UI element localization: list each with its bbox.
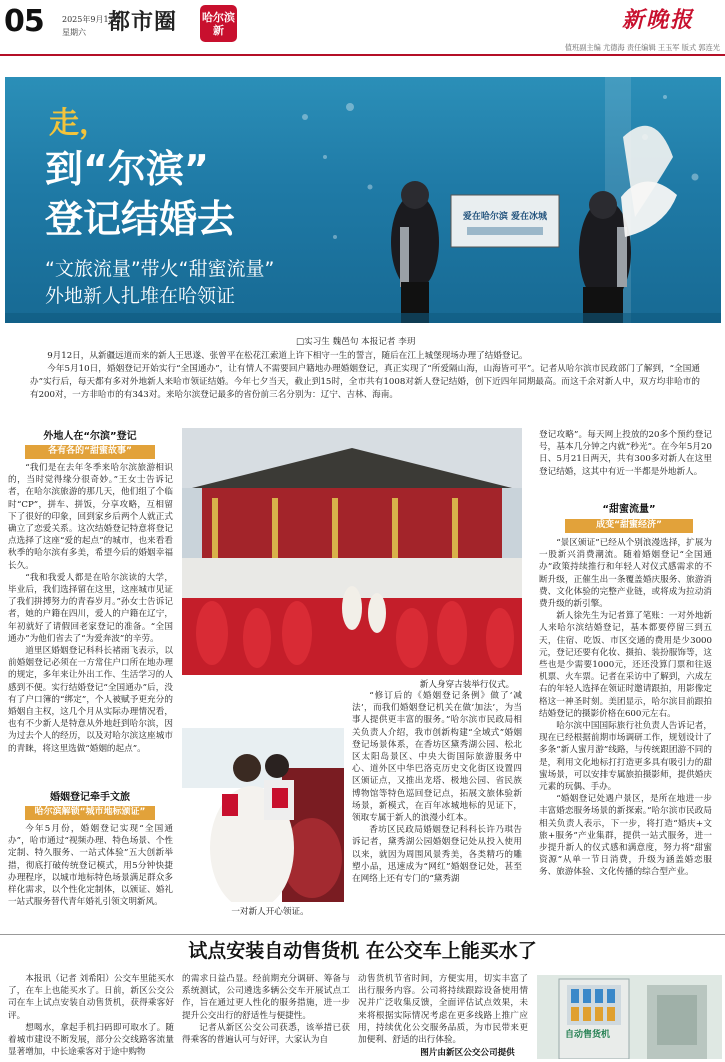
ceremony-photo: [182, 428, 522, 675]
hero-banner: [5, 77, 721, 323]
couple-caption: 一对新人开心领证。: [231, 907, 309, 917]
issue-weekday: 星期六: [62, 28, 86, 37]
subhead-line1: “甜蜜流量”: [602, 504, 656, 515]
left-column-text-1: [8, 462, 173, 755]
hero-kicker: 走，: [49, 106, 109, 141]
lead-paragraph: 9月12日，从新疆远道而来的新人王思遂、张曾平在松花江索道上许下相守一生的誓言，随后在江上城堡现场办理了结婚登记。: [47, 351, 528, 361]
article-paragraph: 记者从新区公交公司获悉，该举措已获得乘客的普遍认可与好评，大家认为自: [182, 1022, 350, 1046]
machine-label: 自动售货机: [565, 1030, 611, 1040]
page-number: 05: [4, 4, 44, 39]
hero-title-line1: 到“尔滨”: [45, 147, 209, 191]
vending-machine-photo: [537, 975, 722, 1059]
ceremony-caption: 新人身穿古装举行仪式。: [419, 680, 515, 690]
section-seal: 哈尔滨新: [200, 5, 237, 42]
article-paragraph: “我们是在去年冬季来哈尔滨旅游相识的，当时觉得缘分很奇妙。”王女士告诉记者，在哈尔滨旅游的那几天，他们组了个临时“CP”，拼车、拼饭，分享攻略，互相留下了很好的印象，回到家乡后两个人就正式确立了恋爱关系。这次结婚登记特意将登记点选择了这座“爱的起点”的城市，也来看看秋季的哈尔滨有多美，希望今后的婚姻幸福长久。: [8, 463, 173, 571]
header-rule: [0, 54, 725, 56]
hero-subtitle-line2: 外地新人扎堆在哈领证: [45, 285, 236, 307]
lead-paragraphs: [30, 350, 700, 402]
subhead-line2: 各有各的“甜蜜故事”: [25, 445, 155, 459]
left-column-text-2: [8, 823, 173, 908]
subhead-block-3: [565, 503, 693, 533]
subhead-line1: 婚姻登记牵手文旅: [50, 792, 130, 803]
article-paragraph: “我和我爱人都是在哈尔滨读的大学，毕业后，我们选择留在这里，这座城市见证了我们拼搏努力的青春岁月。”孙女士告诉记者，她的户籍在四川，爱人的户籍在辽宁，年初就好了请假回老家登记的准备。“全国通办”为他们省去了“为爱奔波”的辛劳。: [8, 572, 173, 644]
subhead-block-2: [25, 791, 155, 820]
right-column-text-2: [539, 537, 712, 879]
bottom-headline: 试点安装自动售货机 在公交车上能买水了: [188, 940, 537, 962]
middle-column-text: [352, 690, 522, 885]
lead-paragraph: 今年5月10日，婚姻登记开始实行“全国通办”，让有情人不需要回户籍地办理婚姻登记，真正实现了“所爱隔山海，山海皆可平”。记者从哈尔滨市民政部门了解到，“全国通办”实行后，每天都有多对外地新人来哈市领证结婚。今年七夕当天，截止到15时，全市共有1008对新人登记结婚，创下近四年同期最高。而这千余对新人中，双方均非哈市的有200对，一方非哈市的有343对。来哈尔滨登记最多的省份前三名分别为：辽宁、吉林、海南。: [30, 364, 700, 400]
newspaper-logo: 新晚报: [622, 7, 695, 33]
byline: □实习生 魏邑句 本报记者 李玥: [296, 337, 416, 347]
editor-credits: 值班副主编 尤德海 责任编辑 王玉军 版式 郭连光: [564, 43, 720, 52]
article-paragraph: “修订后的《婚姻登记条例》做了‘减法’，而我们婚姻登记机关在做‘加法’，为当事人提供更丰富的服务。”哈尔滨市民政局相关负责人介绍，我市创新构建“全域式”婚姻登记场景体系，在香坊区黛秀湖公园、松北区太阳岛景区、中央大街国际旅游服务中心、道外区中华巴洛克历史文化街区设置四区颁证点，又推出龙塔、极地公园、省民族博物馆等特色巡回登记点，拓展文旅体验新场景，新模式，在百年冰城地标的见证下，领取专属于新人的浪漫小红本。: [352, 691, 522, 824]
section-divider: [0, 934, 725, 935]
article-paragraph: 新人徐先生为记者算了笔账：一对外地新人来哈尔滨结婚登记，基本都要停留三到五天，住宿、吃饭、市区交通的费用是少3000元，登记还要有化妆、摄拍、装扮服饰等，这些也是少需要1000元，还还没算门票和往返机票、火车票。记者在采访中了解到，六成左右的年轻人选择在领证时邀请跟拍，用影像定格这一神圣时刻。美团显示，哈尔滨目前跟拍结婚登记的摄影价格在600元左右。: [539, 611, 712, 719]
underwater-sign: [451, 195, 559, 247]
bottom-column-2: [182, 973, 350, 1046]
vending-illustration: [537, 975, 722, 1059]
article-paragraph: 道里区婚姻登记科科长褚雨飞表示，以前婚姻登记必须在一方常住户口所在地办理的规定，多年来让外出工作、生活学习的人感到不便。实行结婚登记“全国通办”后，没有了户口簿的“绑定”，个人被赋予更充分的婚姻自主权，这几个月从实际办理情况看，也有不少新人是特意从外地赶到哈尔滨，因为过去个人的经历，以及对哈尔滨这座城市的青睐，将这里选做“婚姻的起点”。: [8, 646, 173, 754]
subhead-line2: 哈尔滨解锁“城市地标颁证”: [25, 806, 155, 820]
hero-title-line2: 登记结婚去: [45, 197, 236, 241]
article-paragraph: 想喝水，拿起手机扫码即可取水了。随着城市建设不断发展，部分公交线路客流量显著增加，中长途乘客对于途中购物: [8, 1022, 174, 1058]
article-paragraph: 今年5月份，婚姻登记实现“全国通办”，哈市通过“视频办理、特色场景、个性定制、特久服务、一站式体验”五大创新举措，彻底打破传统登记模式，用5分钟快捷办理程序，以城市地标特色场景满足群众多样化需求，以个性化定制体，以颁证、婚礼一站式服务替代青年婚礼引领文明新风。: [8, 824, 173, 908]
couple-photo: [182, 728, 344, 902]
article-paragraph: 本报讯（记者 刘希阳）公交车里能买水了，在车上也能买水了。日前，新区公交公司在车上试点安装自动售货机，获得乘客好评。: [8, 974, 175, 1021]
bottom-column-3: [358, 973, 528, 1046]
diver-left: [391, 181, 439, 323]
hero-subtitle-line1: “文旅流量”带火“甜蜜流量”: [45, 258, 275, 280]
article-paragraph: 香坊区民政局婚姻登记科科长许乃琪告诉记者，黛秀湖公园婚姻登记处从投入使用以来，就因为周围风景秀美，各类精巧的雕塑小品，迅速成为“网红”婚姻登记处，甚至在网络上还有专门的“黛秀湖: [352, 825, 522, 885]
article-paragraph: 的需求日益凸显。经前期充分调研、筹备与系统测试，公司遴选多辆公交车开展试点工作，旨在通过更人性化的服务措施，进一步提升公交出行的舒适性与便捷性。: [182, 974, 350, 1021]
subhead-line1: 外地人在“尔滨”登记: [43, 431, 137, 442]
couple-illustration: [182, 728, 344, 902]
ceremony-illustration: [182, 428, 522, 675]
article-paragraph: 哈尔滨中国国际旅行社负责人告诉记者，现在已经根据前期市场调研工作，规划设计了多条“新人蜜月游”线路，与传统跟团游不同的是，利用文化地标打打造更多具有吸引力的甜蜜场景，可以安排专属旅拍摄影师，提供婚庆元素的玩偶、手办。: [539, 721, 712, 793]
subhead-line2: 成变“甜蜜经济”: [565, 519, 693, 533]
article-paragraph: “婚姻登记处遇户景区，是所在地进一步丰富婚恋服务场景的新探索。”哈尔滨市民政局相关负责人表示，下一步，将打造“婚庆+文旅+服务”产业集群，提供一站式服务，进一步提升新人的仪式感和满意度，努力将“甜蜜资源”从单一节日消费，升级为涵盖婚恋服务、旅游体验、文化传播的综合型产业。: [539, 794, 712, 878]
section-title: 都市圈: [108, 10, 178, 35]
sign-text: 爱在哈尔滨 爱在冰城: [462, 212, 548, 222]
article-paragraph: 登记攻略”。每天网上投放的20多个预约登记号，基本几分钟之内就“秒光”。在今年5月20日、5月21日两天，共有300多对新人在这里登记结婚，这其中有近一半都是外地新人。: [539, 430, 712, 477]
bottom-column-1: [8, 973, 174, 1058]
article-paragraph: 动售货机节省时间，方便实用，切实丰富了出行服务内容。公司将持续跟踪设备使用情况并广泛收集反馈，全面评估试点效果，未来将根据实际情况考虑在更多线路上推广应用，持续优化公交服务品质，为市民带来更加便利、舒适的出行体验。: [358, 974, 528, 1046]
right-column-text-1: [539, 429, 712, 478]
article-paragraph: “景区颁证”已经从个别浪漫选择，扩展为一股新兴消费潮流。随着婚姻登记“全国通办”政策持续推行和年轻人对仪式感需求的不断升级，正催生出一条覆盖婚庆服务、旅游消费、文化体验的完整产业链，或将成为拉动消费升级的新引擎。: [539, 538, 712, 610]
bottom-photo-caption: 图片由新区公交公司提供: [420, 1048, 515, 1058]
subhead-block-1: [25, 430, 155, 459]
issue-date: 2025年9月13日: [62, 15, 122, 24]
